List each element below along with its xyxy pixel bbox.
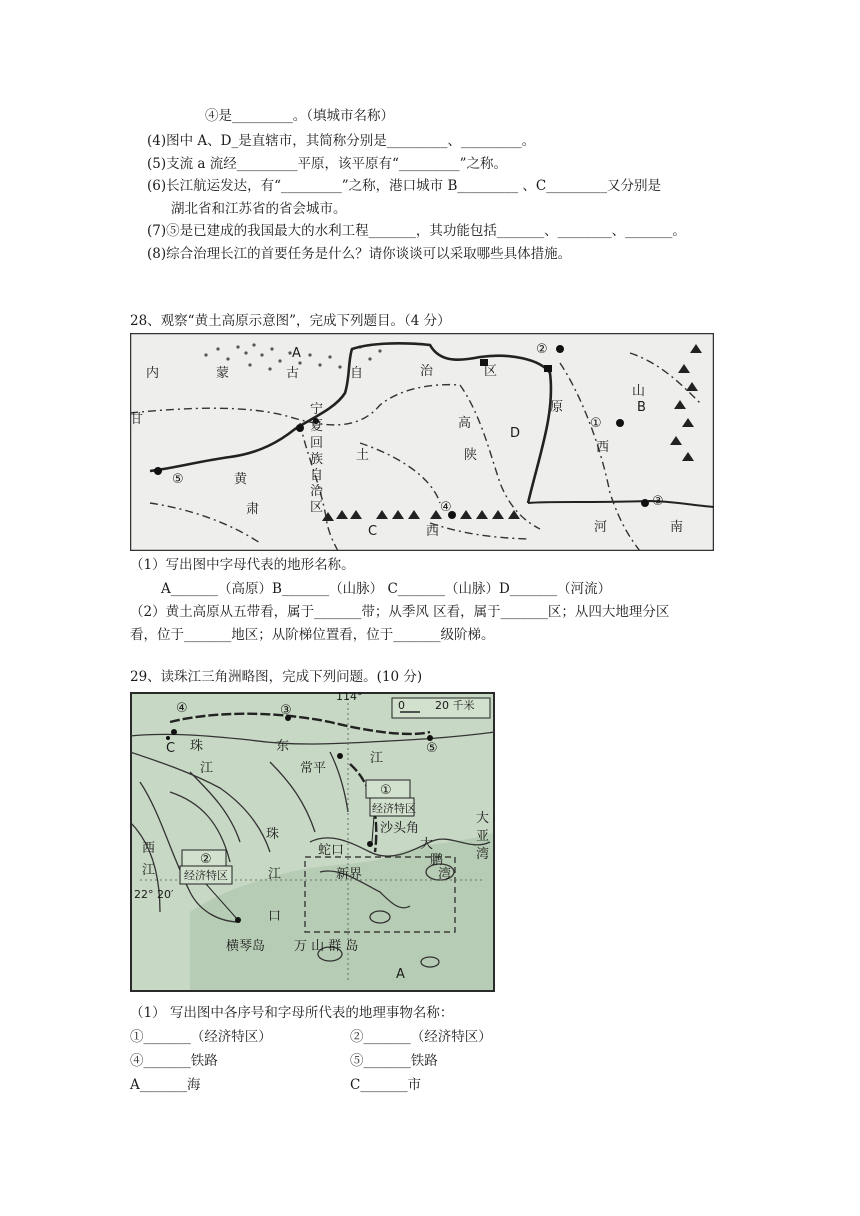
q27-line-1: ④是_________。（填城市名称） bbox=[205, 108, 394, 124]
label-hengqin: 横琴岛 bbox=[226, 939, 266, 954]
label-shan: 山 bbox=[632, 384, 646, 399]
q29-sub-1: （1） 写出图中各序号和字母所代表的地理事物名称： bbox=[130, 1005, 454, 1021]
label-zhu1: 珠 bbox=[190, 739, 204, 754]
label-zu: 族 bbox=[310, 452, 324, 467]
label-gao: 高 bbox=[458, 416, 472, 431]
label-dapeng-wan: 湾 bbox=[438, 867, 452, 882]
label-shaan: 陕 bbox=[464, 448, 478, 463]
q27-line-5: 湖北省和江苏省的省会城市。 bbox=[171, 201, 347, 217]
label-lat: 22° 20′ bbox=[134, 888, 174, 901]
label-su: 肃 bbox=[246, 502, 260, 517]
label-xinjie: 新界 bbox=[336, 867, 363, 882]
label-2: ② bbox=[200, 852, 212, 867]
label-nzi: 自 bbox=[310, 468, 324, 483]
label-4: ④ bbox=[176, 701, 188, 716]
label-hui: 回 bbox=[310, 436, 324, 451]
label-cx: 西 bbox=[426, 524, 440, 539]
label-xia: 夏 bbox=[310, 419, 324, 434]
label-he: 河 bbox=[594, 520, 608, 535]
label-3: ③ bbox=[652, 494, 664, 509]
label-nqu: 区 bbox=[310, 500, 324, 515]
label-wanshan: 万 山 群 岛 bbox=[294, 939, 359, 954]
q27-line-2: (4)图中 A、D_是直辖市，其简称分别是_________、_________。 bbox=[147, 133, 536, 149]
label-xjiang: 江 bbox=[142, 863, 156, 878]
label-kou: 口 bbox=[268, 909, 282, 924]
q29-answer-2: ②_______（经济特区） bbox=[350, 1029, 492, 1045]
label-nan: 南 bbox=[670, 520, 684, 535]
label-shatoujiao: 沙头角 bbox=[380, 821, 420, 836]
label-gan: 甘 bbox=[130, 412, 144, 427]
label-1: ① bbox=[590, 416, 602, 431]
label-jiang2: 江 bbox=[370, 751, 384, 766]
label-4: ④ bbox=[440, 500, 452, 515]
label-C: C bbox=[166, 741, 176, 756]
label-da: 大 bbox=[476, 811, 490, 826]
label-dapeng-da: 大 bbox=[420, 837, 434, 852]
q28-sub-2b: 看，位于_______地区；从阶梯位置看，位于_______级阶梯。 bbox=[130, 627, 495, 643]
pearl-river-delta-map bbox=[130, 692, 495, 992]
q28-sub-1-answers: A_______（高原）B_______（山脉） C_______（山脉）D_______（河流） bbox=[161, 581, 612, 597]
label-A: A bbox=[396, 967, 405, 982]
loess-plateau-map bbox=[130, 333, 714, 551]
label-B: B bbox=[637, 400, 646, 415]
label-scale0: 0 bbox=[398, 699, 405, 712]
label-meng: 蒙 bbox=[216, 366, 230, 381]
label-dapeng-peng: 鹏 bbox=[430, 853, 444, 868]
q29-answer-5: ⑤_______铁路 bbox=[350, 1053, 438, 1069]
label-gu: 古 bbox=[286, 366, 300, 381]
q27-line-7: (8)综合治理长江的首要任务是什么？请你谈谈可以采取哪些具体措施。 bbox=[147, 246, 572, 262]
label-2: ② bbox=[536, 342, 548, 357]
label-wan: 湾 bbox=[476, 847, 490, 862]
q28-sub-1: （1）写出图中字母代表的地形名称。 bbox=[130, 557, 355, 573]
label-zhu2: 珠 bbox=[266, 827, 280, 842]
q29-answer-C: C_______市 bbox=[350, 1077, 422, 1093]
q28-sub-2: （2）黄土高原从五带看，属于_______带；从季风 区看，属于_______区；从四大地理分区 bbox=[130, 604, 670, 620]
label-jiang1: 江 bbox=[200, 761, 214, 776]
label-xi: 西 bbox=[596, 440, 610, 455]
label-sez2: 经济特区 bbox=[184, 869, 228, 882]
label-zi: 自 bbox=[350, 366, 364, 381]
label-zhi: 治 bbox=[420, 364, 434, 379]
label-shekou: 蛇口 bbox=[318, 843, 345, 858]
q27-line-4: (6)长江航运发达，有“_________”之称，港口城市 B_________ 、C_________又分别是 bbox=[147, 178, 662, 194]
label-lon: 114° bbox=[336, 692, 363, 703]
q27-line-6: (7)⑤是已建成的我国最大的水利工程_______，其功能包括_______、________、_______。 bbox=[147, 223, 686, 239]
q27-line-3: (5)支流 a 流经_________平原，该平原有“_________”之称。 bbox=[147, 156, 508, 172]
label-scale20: 20 千米 bbox=[435, 699, 475, 712]
label-changping: 常平 bbox=[300, 761, 327, 776]
label-qu: 区 bbox=[484, 364, 498, 379]
label-jiang3: 江 bbox=[268, 867, 282, 882]
label-nei: 内 bbox=[146, 366, 160, 381]
q29-answer-1: ①_______（经济特区） bbox=[130, 1029, 272, 1045]
label-1: ① bbox=[380, 783, 392, 798]
label-C: C bbox=[368, 524, 378, 539]
label-nzhi: 治 bbox=[310, 484, 324, 499]
q29-title: 29、读珠江三角洲略图，完成下列问题。(10 分) bbox=[130, 669, 423, 685]
label-dong: 东 bbox=[276, 739, 290, 754]
q28-title: 28、观察“黄土高原示意图”，完成下列题目。（4 分） bbox=[130, 313, 451, 329]
label-A: A bbox=[292, 346, 301, 361]
label-ning: 宁 bbox=[310, 402, 324, 417]
label-ya: 亚 bbox=[476, 829, 490, 844]
label-xi: 西 bbox=[142, 841, 156, 856]
label-3: ③ bbox=[280, 703, 292, 718]
label-huang: 黄 bbox=[234, 472, 248, 487]
label-D: D bbox=[510, 426, 521, 441]
q29-answer-A: A_______海 bbox=[130, 1077, 201, 1093]
q29-answer-4: ④_______铁路 bbox=[130, 1053, 218, 1069]
label-yuan: 原 bbox=[550, 400, 564, 415]
label-sez1: 经济特区 bbox=[372, 802, 416, 815]
label-5: ⑤ bbox=[172, 472, 184, 487]
label-5: ⑤ bbox=[426, 741, 438, 756]
label-tu: 土 bbox=[356, 448, 370, 463]
